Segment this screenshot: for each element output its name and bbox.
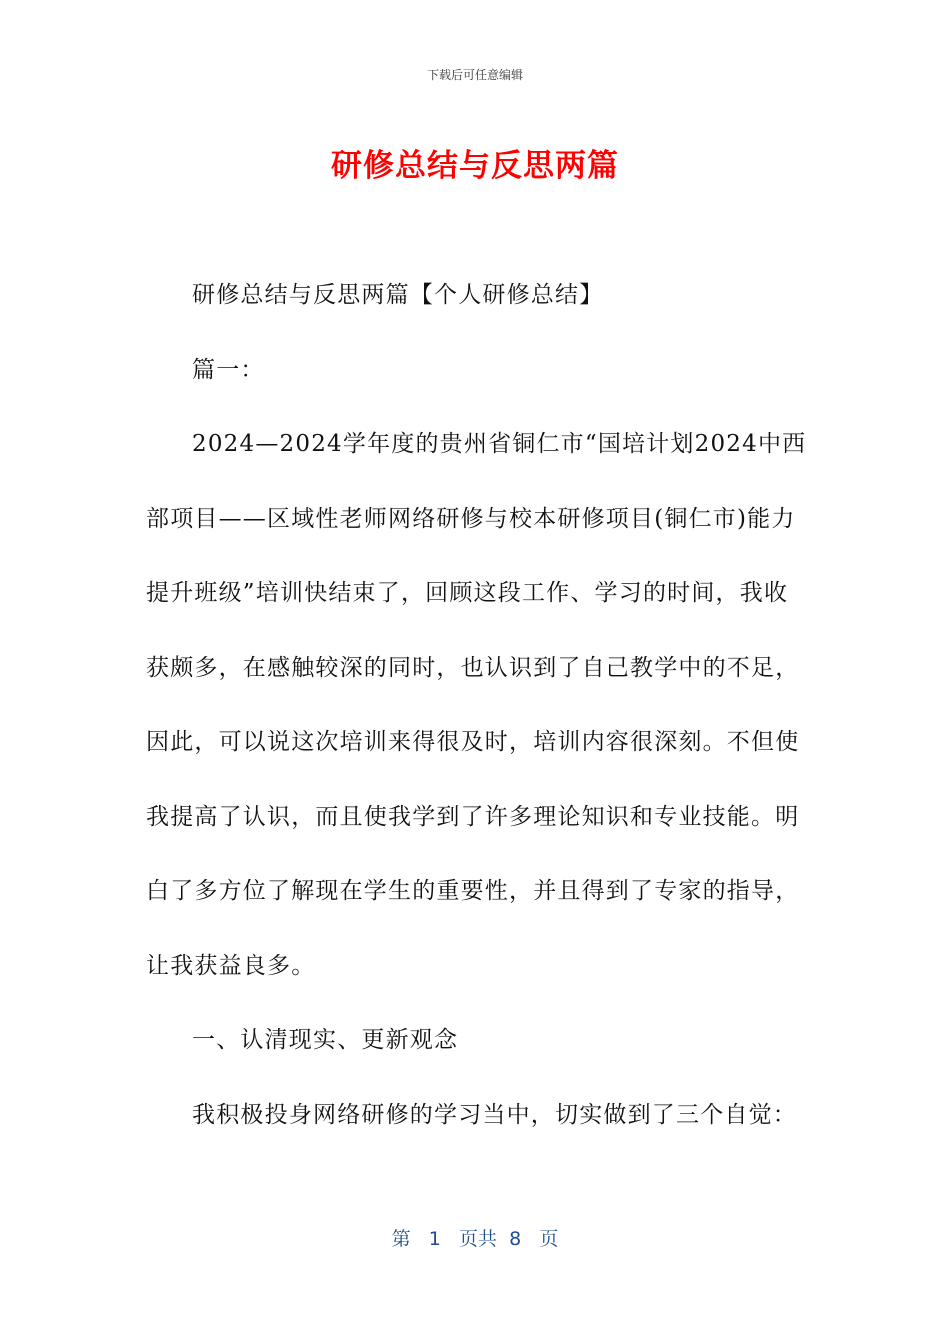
paragraph-heading-one: 一、认清现实、更新观念 — [192, 1027, 459, 1053]
paragraph-main: 2024—2024学年度的贵州省铜仁市“国培计划2024中西部项目——区域性老师网络研修与校本研修项目(铜仁市)能力提升班级”培训快结束了，回顾这段工作、学习的时间，我收获颇多，在感触较深的同时，也认识到了自己教学中的不足，因此，可以说这次培训来得很及时，培训内容很深刻。不但使我提高了认识，而且使我学到了许多理论知识和专业技能。明白了多方位了解现在学生的重要性，并且得到了专家的指导，让我获益良多。 — [146, 431, 807, 979]
footer-label-middle: 页共 — [459, 1228, 498, 1250]
footer-total-pages: 8 — [509, 1228, 522, 1250]
header-note: 下载后可任意编辑 — [426, 68, 523, 82]
paragraph-last: 我积极投身网络研修的学习当中，切实做到了三个自觉： — [192, 1101, 797, 1128]
footer-page-number: 1 — [428, 1228, 441, 1250]
paragraph-part-one: 篇一： — [192, 356, 265, 383]
footer-label-after: 页 — [539, 1228, 559, 1250]
footer-label-before: 第 — [391, 1228, 411, 1250]
document-title: 研修总结与反思两篇 — [331, 148, 619, 184]
paragraph-subtitle: 研修总结与反思两篇【个人研修总结】 — [192, 282, 604, 308]
document-body — [146, 258, 808, 1152]
page-footer — [0, 1224, 950, 1251]
